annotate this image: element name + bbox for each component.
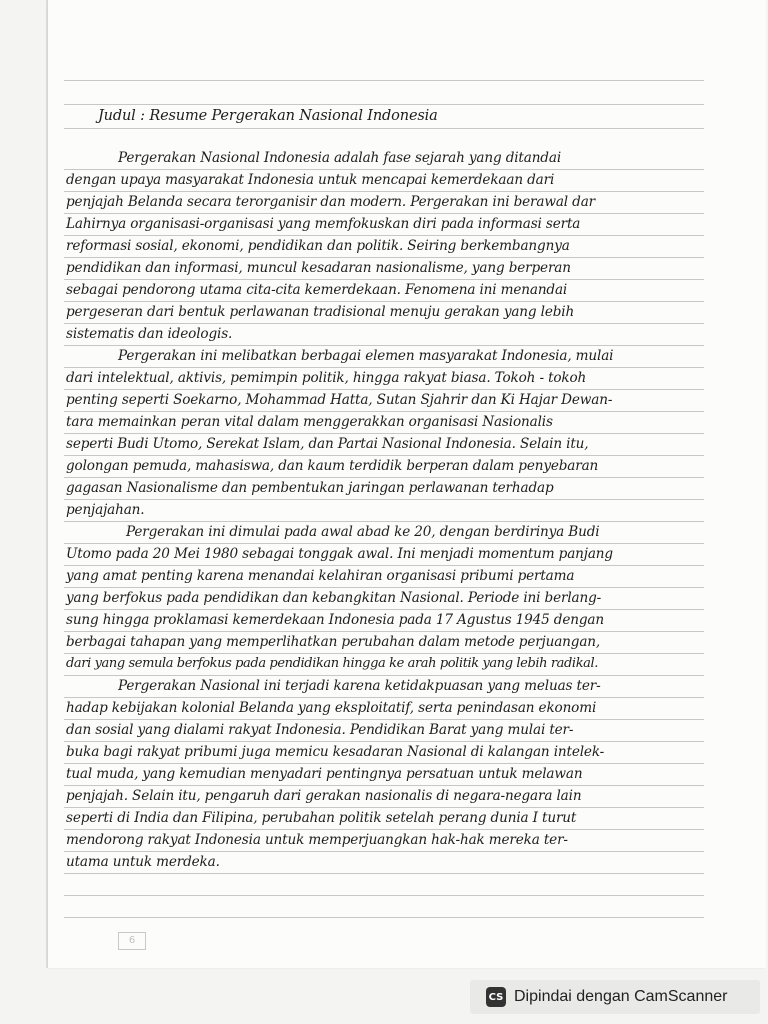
text-line: dari yang semula berfokus pada pendidikan hingga ke arah politik yang lebih radikal. xyxy=(66,656,599,671)
text-line: penjajah. Selain itu, pengaruh dari gerakan nasionalis di negara-negara lain xyxy=(66,788,582,804)
ruled-line xyxy=(64,104,704,105)
ruled-line xyxy=(64,741,704,742)
text-line: buka bagi rakyat pribumi juga memicu kesadaran Nasional di kalangan intelek- xyxy=(66,744,605,760)
ruled-line xyxy=(64,917,704,918)
ruled-line xyxy=(64,389,704,390)
text-line: yang berfokus pada pendidikan dan kebangkitan Nasional. Periode ini berlang- xyxy=(66,590,602,606)
text-line: utama untuk merdeka. xyxy=(66,854,220,870)
ruled-line xyxy=(64,565,704,566)
camscanner-icon: CS xyxy=(486,987,506,1007)
ruled-line xyxy=(64,829,704,830)
text-line: hadap kebijakan kolonial Belanda yang eksploitatif, serta penindasan ekonomi xyxy=(66,700,597,716)
ruled-line xyxy=(64,763,704,764)
text-line: Lahirnya organisasi-organisasi yang memfokuskan diri pada informasi serta xyxy=(66,216,581,232)
ruled-line xyxy=(64,653,704,654)
ruled-line xyxy=(64,279,704,280)
camscanner-watermark xyxy=(470,980,760,1014)
ruled-line xyxy=(64,411,704,412)
ruled-line xyxy=(64,587,704,588)
ruled-line xyxy=(64,785,704,786)
text-line: penjajah Belanda secara terorganisir dan modern. Pergerakan ini berawal dar xyxy=(66,194,596,210)
text-line: pendidikan dan informasi, muncul kesadaran nasionalisme, yang berperan xyxy=(66,260,571,276)
ruled-line xyxy=(64,128,704,129)
ruled-line xyxy=(64,455,704,456)
ruled-line xyxy=(64,323,704,324)
document-title: Judul : Resume Pergerakan Nasional Indonesia xyxy=(98,108,438,124)
camscanner-label: Dipindai dengan CamScanner xyxy=(514,988,728,1005)
page-number: 6 xyxy=(118,932,146,950)
text-line: seperti di India dan Filipina, perubahan politik setelah perang dunia I turut xyxy=(66,810,577,826)
ruled-line xyxy=(64,301,704,302)
text-line: penting seperti Soekarno, Mohammad Hatta, Sutan Sjahrir dan Ki Hajar Dewan- xyxy=(66,392,613,408)
ruled-line xyxy=(64,719,704,720)
text-line: penjajahan. xyxy=(66,502,145,518)
text-line: tara memainkan peran vital dalam menggerakkan organisasi Nasionalis xyxy=(66,414,553,430)
ruled-line xyxy=(64,873,704,874)
ruled-line xyxy=(64,80,704,81)
ruled-line xyxy=(64,631,704,632)
text-line: berbagai tahapan yang memperlihatkan perubahan dalam metode perjuangan, xyxy=(66,634,601,650)
ruled-line xyxy=(64,807,704,808)
text-line: dengan upaya masyarakat Indonesia untuk mencapai kemerdekaan dari xyxy=(66,172,555,188)
text-line: dari intelektual, aktivis, pemimpin politik, hingga rakyat biasa. Tokoh - tokoh xyxy=(66,370,587,386)
text-line: Utomo pada 20 Mei 1980 sebagai tonggak awal. Ini menjadi momentum panjang xyxy=(66,546,613,562)
text-line: yang amat penting karena menandai kelahiran organisasi pribumi pertama xyxy=(66,568,575,584)
text-line: tual muda, yang kemudian menyadari pentingnya persatuan untuk melawan xyxy=(66,766,583,782)
text-line: reformasi sosial, ekonomi, pendidikan dan politik. Seiring berkembangnya xyxy=(66,238,570,254)
ruled-line xyxy=(64,521,704,522)
ruled-line xyxy=(64,235,704,236)
ruled-line xyxy=(64,499,704,500)
ruled-line xyxy=(64,851,704,852)
text-line: sistematis dan ideologis. xyxy=(66,326,233,342)
ruled-line xyxy=(64,609,704,610)
ruled-line xyxy=(64,257,704,258)
ruled-line xyxy=(64,191,704,192)
ruled-line xyxy=(64,543,704,544)
text-line: sung hingga proklamasi kemerdekaan Indonesia pada 17 Agustus 1945 dengan xyxy=(66,612,604,628)
ruled-line xyxy=(64,433,704,434)
ruled-line xyxy=(64,697,704,698)
text-line: Pergerakan Nasional Indonesia adalah fase sejarah yang ditandai xyxy=(118,150,562,166)
text-line: golongan pemuda, mahasiswa, dan kaum terdidik berperan dalam penyebaran xyxy=(66,458,599,474)
text-line: sebagai pendorong utama cita-cita kemerdekaan. Fenomena ini menandai xyxy=(66,282,568,298)
text-line: Pergerakan ini melibatkan berbagai elemen masyarakat Indonesia, mulai xyxy=(118,348,614,364)
ruled-line xyxy=(64,477,704,478)
text-line: seperti Budi Utomo, Serekat Islam, dan Partai Nasional Indonesia. Selain itu, xyxy=(66,436,589,452)
ruled-line xyxy=(64,345,704,346)
text-line: Pergerakan ini dimulai pada awal abad ke 20, dengan berdirinya Budi xyxy=(126,524,600,540)
ruled-line xyxy=(64,675,704,676)
text-line: mendorong rakyat Indonesia untuk memperjuangkan hak-hak mereka ter- xyxy=(66,832,568,848)
text-line: Pergerakan Nasional ini terjadi karena ketidakpuasan yang meluas ter- xyxy=(118,678,601,694)
ruled-line xyxy=(64,169,704,170)
text-line: pergeseran dari bentuk perlawanan tradisional menuju gerakan yang lebih xyxy=(66,304,575,320)
text-line: dan sosial yang dialami rakyat Indonesia. Pendidikan Barat yang mulai ter- xyxy=(66,722,574,738)
ruled-line xyxy=(64,367,704,368)
ruled-line xyxy=(64,213,704,214)
ruled-line xyxy=(64,895,704,896)
text-line: gagasan Nasionalisme dan pembentukan jaringan perlawanan terhadap xyxy=(66,480,554,496)
